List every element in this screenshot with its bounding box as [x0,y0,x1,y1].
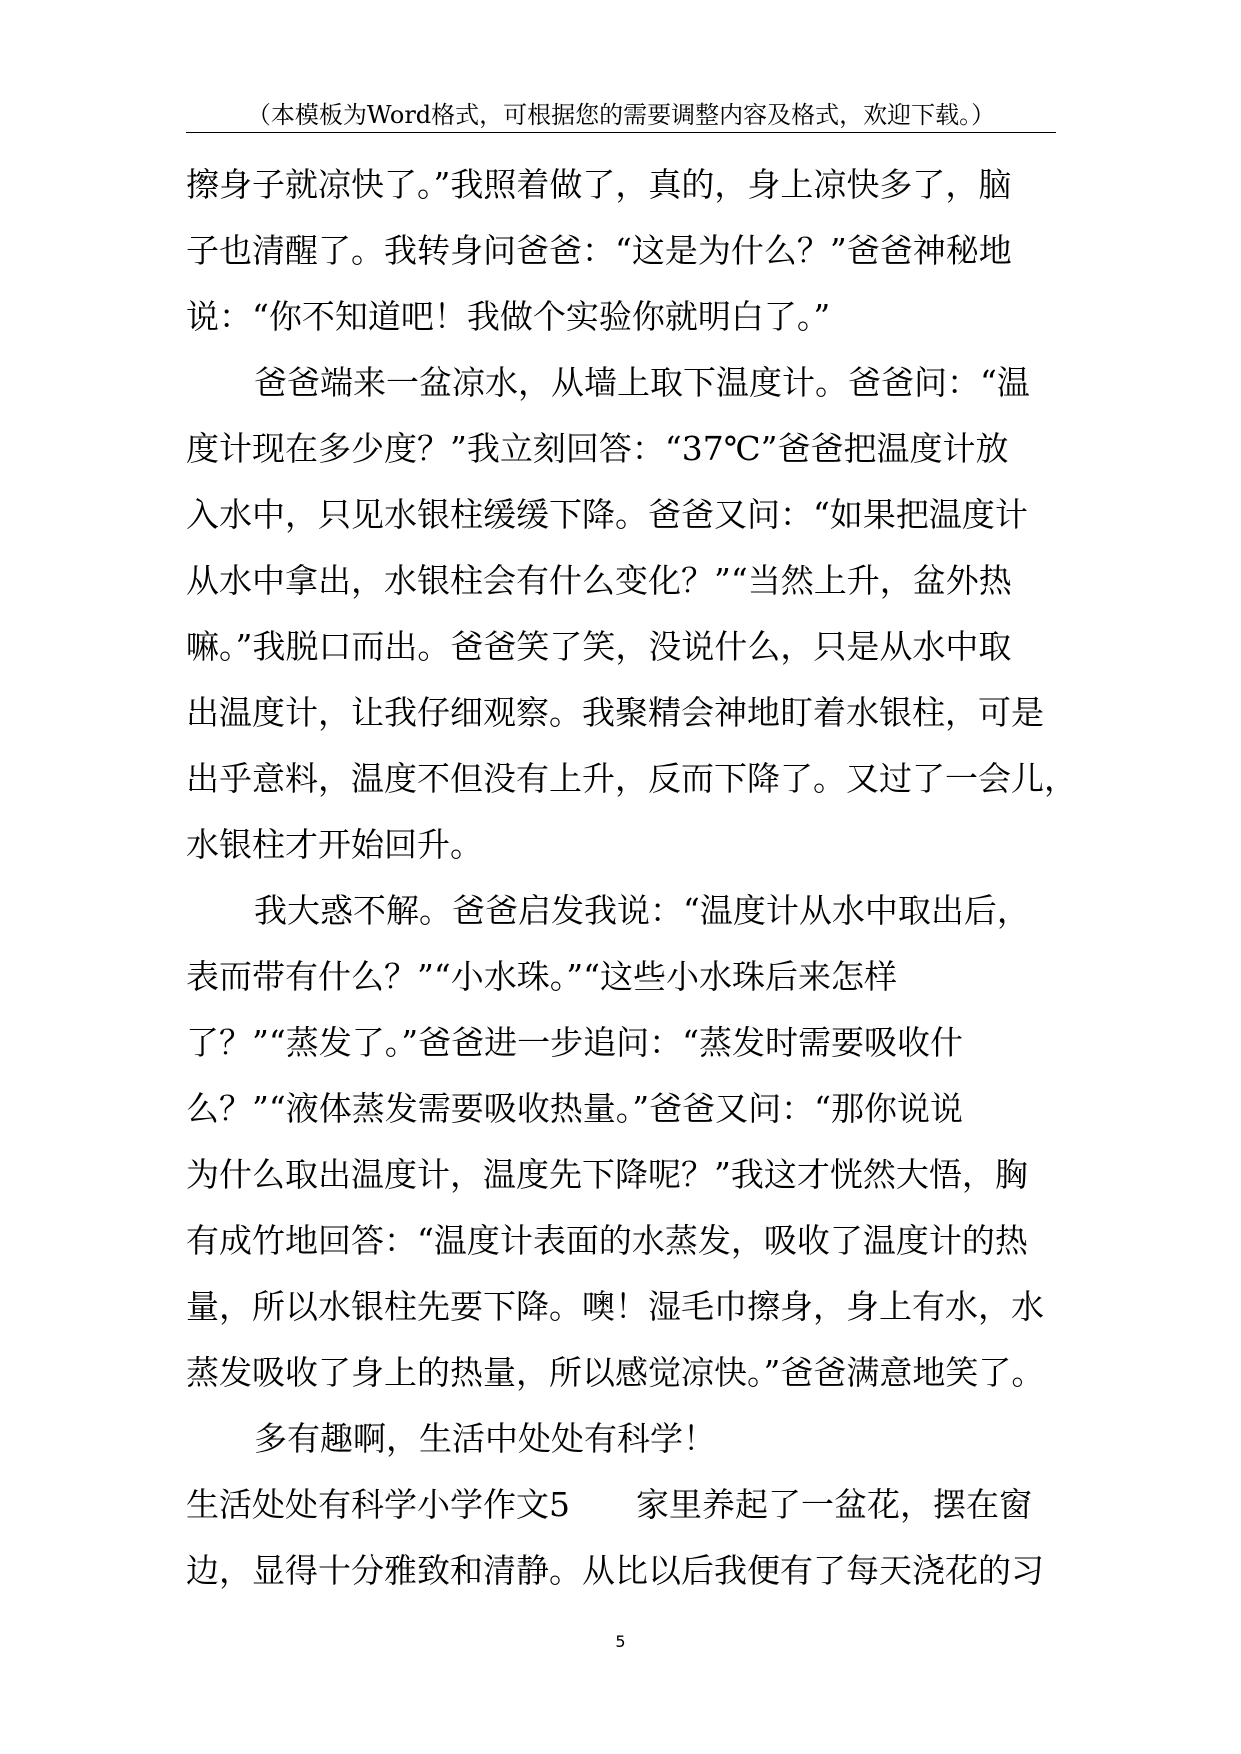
text-line: 说：“你不知道吧！我做个实验你就明白了。” [186,297,831,336]
page-number: 5 [615,1632,626,1651]
text-line: 子也清醒了。我转身问爸爸：“这是为什么？”爸爸神秘地 [186,231,1012,270]
text-line: 入水中，只见水银柱缓缓下降。爸爸又问：“如果把温度计 [186,495,1028,534]
paragraph-start-line: 我大惑不解。爸爸启发我说：“温度计从水中取出后， [254,891,1030,930]
header-note: （本模板为Word格式，可根据您的需要调整内容及格式，欢迎下载。） [246,101,996,129]
text-line: 嘛。”我脱口而出。爸爸笑了笑，没说什么，只是从水中取 [186,627,1012,666]
text-line: 了？”“蒸发了。”爸爸进一步追问：“蒸发时需要吸收什 [186,1023,963,1062]
body-text [186,152,1077,1604]
text-line: 擦身子就凉快了。”我照着做了，真的，身上凉快多了，脑 [186,165,1012,204]
text-line: 出乎意料，温度不但没有上升，反而下降了。又过了一会儿， [186,759,1077,798]
essay-title-line: 生活处处有科学小学作文5 家里养起了一盆花，摆在窗 [186,1485,1032,1524]
paragraph-start-line: 爸爸端来一盆凉水，从墙上取下温度计。爸爸问：“温 [254,363,1030,402]
text-line: 从水中拿出，水银柱会有什么变化？”“当然上升，盆外热 [186,561,1012,600]
text-line: 么？”“液体蒸发需要吸收热量。”爸爸又问：“那你说说 [186,1089,963,1128]
text-line: 边，显得十分雅致和清静。从比以后我便有了每天浇花的习 [186,1551,1044,1590]
text-line: 量，所以水银柱先要下降。噢！湿毛巾擦身，身上有水，水 [186,1287,1044,1326]
text-line: 表而带有什么？”“小水珠。”“这些小水珠后来怎样 [186,957,897,996]
text-line: 为什么取出温度计，温度先下降呢？”我这才恍然大悟，胸 [186,1155,1028,1194]
text-line: 出温度计，让我仔细观察。我聚精会神地盯着水银柱，可是 [186,693,1044,732]
text-line: 有成竹地回答：“温度计表面的水蒸发，吸收了温度计的热 [186,1221,1028,1260]
text-line: 蒸发吸收了身上的热量，所以感觉凉快。”爸爸满意地笑了。 [186,1353,1045,1392]
paragraph-start-line: 多有趣啊，生活中处处有科学！ [254,1419,716,1458]
text-line: 水银柱才开始回升。 [186,825,483,864]
text-line: 度计现在多少度？”我立刻回答：“37℃”爸爸把温度计放 [186,429,1009,468]
header-divider [186,132,1056,133]
